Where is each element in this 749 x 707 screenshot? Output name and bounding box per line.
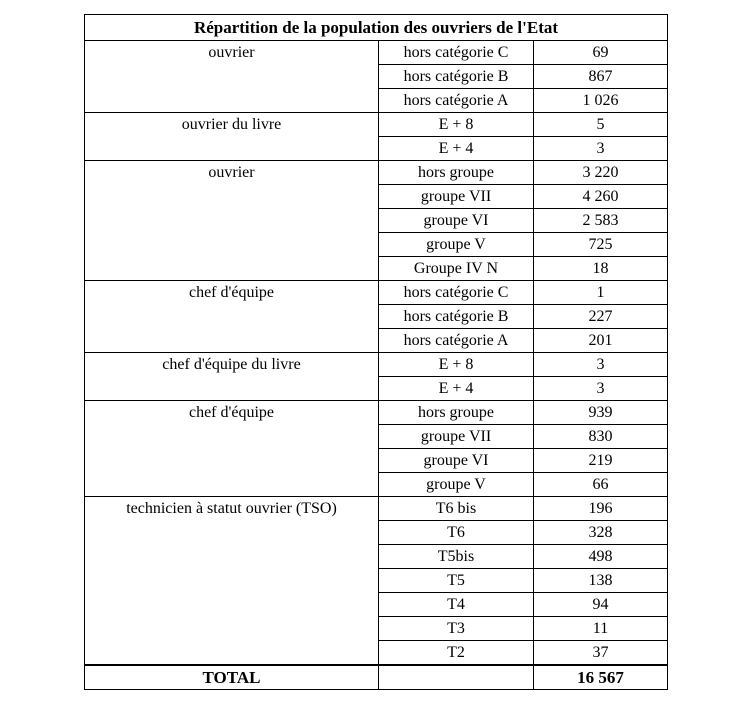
count-cell: 219 <box>534 449 668 473</box>
category-cell: E + 8 <box>379 113 534 137</box>
category-cell: hors catégorie B <box>379 65 534 89</box>
count-cell: 18 <box>534 257 668 281</box>
count-cell: 37 <box>534 641 668 666</box>
category-cell: T3 <box>379 617 534 641</box>
table-row <box>85 497 668 521</box>
count-cell: 2 583 <box>534 209 668 233</box>
count-cell: 1 026 <box>534 89 668 113</box>
count-cell: 3 <box>534 377 668 401</box>
table-row <box>85 161 668 185</box>
count-cell: 138 <box>534 569 668 593</box>
count-cell: 4 260 <box>534 185 668 209</box>
group-label: ouvrier du livre <box>85 113 379 161</box>
count-cell: 227 <box>534 305 668 329</box>
count-cell: 939 <box>534 401 668 425</box>
table-row <box>85 401 668 425</box>
count-cell: 1 <box>534 281 668 305</box>
category-cell: groupe VII <box>379 425 534 449</box>
count-cell: 94 <box>534 593 668 617</box>
group-label: chef d'équipe <box>85 281 379 353</box>
count-cell: 328 <box>534 521 668 545</box>
population-table <box>84 14 668 690</box>
category-cell: E + 4 <box>379 377 534 401</box>
total-row <box>85 665 668 690</box>
category-cell: T5bis <box>379 545 534 569</box>
count-cell: 69 <box>534 41 668 65</box>
group-label: ouvrier <box>85 161 379 281</box>
category-cell: T2 <box>379 641 534 666</box>
group-label: chef d'équipe <box>85 401 379 497</box>
category-cell: T4 <box>379 593 534 617</box>
category-cell: T6 <box>379 521 534 545</box>
count-cell: 196 <box>534 497 668 521</box>
category-cell: hors groupe <box>379 161 534 185</box>
table-body <box>85 15 668 690</box>
category-cell: hors catégorie B <box>379 305 534 329</box>
category-cell: groupe V <box>379 233 534 257</box>
category-cell: T6 bis <box>379 497 534 521</box>
category-cell: Groupe IV N <box>379 257 534 281</box>
category-cell: groupe VI <box>379 209 534 233</box>
category-cell: hors groupe <box>379 401 534 425</box>
category-cell: E + 8 <box>379 353 534 377</box>
table-row <box>85 281 668 305</box>
count-cell: 5 <box>534 113 668 137</box>
total-value: 16 567 <box>534 665 668 690</box>
title-row <box>85 15 668 41</box>
table-row <box>85 41 668 65</box>
category-cell: hors catégorie C <box>379 281 534 305</box>
table-row <box>85 113 668 137</box>
category-cell: groupe V <box>379 473 534 497</box>
category-cell: hors catégorie C <box>379 41 534 65</box>
total-label: TOTAL <box>85 665 379 690</box>
table-title: Répartition de la population des ouvriers de l'Etat <box>85 15 668 41</box>
category-cell: E + 4 <box>379 137 534 161</box>
category-cell: hors catégorie A <box>379 89 534 113</box>
count-cell: 498 <box>534 545 668 569</box>
count-cell: 725 <box>534 233 668 257</box>
group-label: ouvrier <box>85 41 379 113</box>
count-cell: 3 <box>534 137 668 161</box>
total-empty-cell <box>379 665 534 690</box>
table-row <box>85 353 668 377</box>
count-cell: 3 220 <box>534 161 668 185</box>
group-label: chef d'équipe du livre <box>85 353 379 401</box>
count-cell: 201 <box>534 329 668 353</box>
count-cell: 830 <box>534 425 668 449</box>
category-cell: groupe VII <box>379 185 534 209</box>
category-cell: T5 <box>379 569 534 593</box>
count-cell: 66 <box>534 473 668 497</box>
category-cell: groupe VI <box>379 449 534 473</box>
count-cell: 867 <box>534 65 668 89</box>
count-cell: 3 <box>534 353 668 377</box>
count-cell: 11 <box>534 617 668 641</box>
group-label: technicien à statut ouvrier (TSO) <box>85 497 379 666</box>
category-cell: hors catégorie A <box>379 329 534 353</box>
